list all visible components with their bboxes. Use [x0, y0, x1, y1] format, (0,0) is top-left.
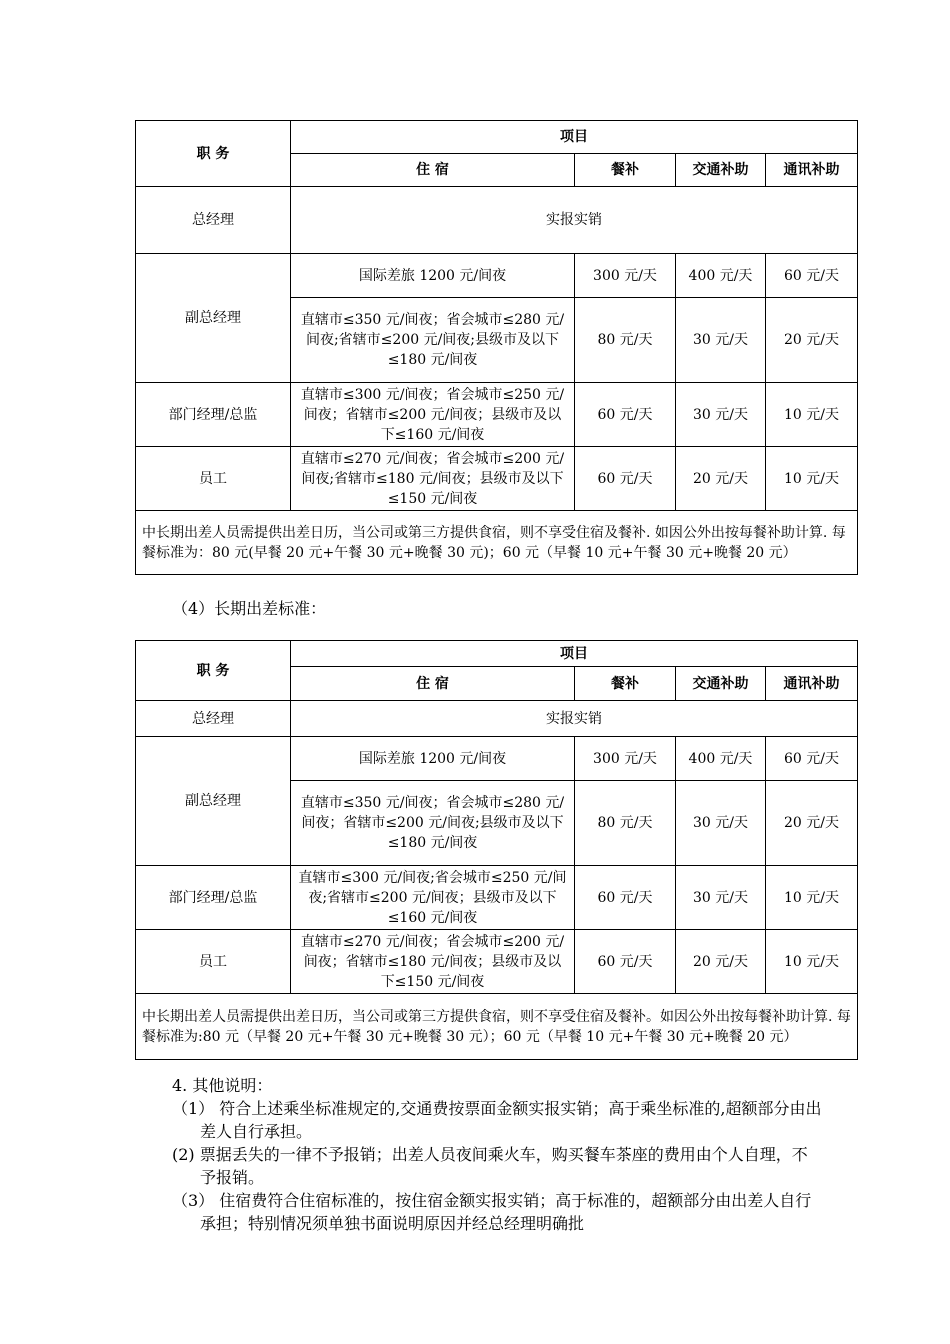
header-item: 项目	[291, 641, 858, 667]
deputy-comm-intl: 60 元/天	[766, 254, 858, 298]
deputy-comm-domestic: 20 元/天	[766, 298, 858, 383]
manager-transport: 30 元/天	[676, 866, 766, 930]
deputy-meal-intl: 300 元/天	[575, 254, 676, 298]
note-item-1: （1） 符合上述乘坐标准规定的,交通费按票面金额实报实销；高于乘坐标准的,超额部分由出差人自行承担。	[172, 1099, 822, 1141]
row-title-deputy: 副总经理	[136, 254, 291, 383]
staff-transport: 20 元/天	[676, 930, 766, 994]
deputy-transport-intl: 400 元/天	[676, 737, 766, 781]
row-title-gm: 总经理	[136, 701, 291, 737]
staff-lodging: 直辖市≤270 元/间夜；省会城市≤200 元/间夜；省辖市≤180 元/间夜；县级市及以下≤150 元/间夜	[291, 930, 575, 994]
row-title-deputy: 副总经理	[136, 737, 291, 866]
row-title-staff: 员工	[136, 447, 291, 511]
staff-meal: 60 元/天	[575, 930, 676, 994]
header-transport: 交通补助	[676, 667, 766, 701]
manager-lodging: 直辖市≤300 元/间夜；省会城市≤250 元/间夜；省辖市≤200 元/间夜；县级市及以下≤160 元/间夜	[291, 383, 575, 447]
deputy-lodging-domestic: 直辖市≤350 元/间夜；省会城市≤280 元/间夜;省辖市≤200 元/间夜;县级市及以下≤180 元/间夜	[291, 298, 575, 383]
header-position: 职 务	[136, 121, 291, 187]
deputy-lodging-intl: 国际差旅 1200 元/间夜	[291, 254, 575, 298]
deputy-comm-domestic: 20 元/天	[766, 781, 858, 866]
note-item-2: (2) 票据丢失的一律不予报销；出差人员夜间乘火车，购买餐车茶座的费用由个人自理，不予报销。	[172, 1145, 808, 1187]
allowance-table-1	[135, 120, 858, 575]
deputy-meal-domestic: 80 元/天	[575, 781, 676, 866]
table-note: 中长期出差人员需提供出差日历，当公司或第三方提供食宿，则不享受住宿及餐补。如因公外出按每餐补助计算. 每餐标准为:80 元（早餐 20 元+午餐 30 元+晚餐 30 元）；60 元（早餐 10 元+午餐 30 元+晚餐 20 元）	[136, 994, 858, 1060]
manager-comm: 10 元/天	[766, 866, 858, 930]
staff-transport: 20 元/天	[676, 447, 766, 511]
deputy-meal-intl: 300 元/天	[575, 737, 676, 781]
row-title-gm: 总经理	[136, 187, 291, 254]
deputy-transport-intl: 400 元/天	[676, 254, 766, 298]
header-lodging: 住 宿	[291, 154, 575, 187]
other-notes	[172, 1074, 822, 1235]
staff-meal: 60 元/天	[575, 447, 676, 511]
header-lodging: 住 宿	[291, 667, 575, 701]
manager-meal: 60 元/天	[575, 866, 676, 930]
header-meal: 餐补	[575, 154, 676, 187]
header-meal: 餐补	[575, 667, 676, 701]
header-position: 职 务	[136, 641, 291, 701]
allowance-table-2	[135, 640, 858, 1060]
manager-meal: 60 元/天	[575, 383, 676, 447]
manager-lodging: 直辖市≤300 元/间夜;省会城市≤250 元/间夜;省辖市≤200 元/间夜；县级市及以下≤160 元/间夜	[291, 866, 575, 930]
deputy-meal-domestic: 80 元/天	[575, 298, 676, 383]
deputy-lodging-domestic: 直辖市≤350 元/间夜；省会城市≤280 元/间夜；省辖市≤200 元/间夜;县级市及以下≤180 元/间夜	[291, 781, 575, 866]
row-title-manager: 部门经理/总监	[136, 383, 291, 447]
staff-comm: 10 元/天	[766, 447, 858, 511]
table-note: 中长期出差人员需提供出差日历，当公司或第三方提供食宿，则不享受住宿及餐补. 如因公外出按每餐补助计算. 每餐标准为：80 元(早餐 20 元+午餐 30 元+晚餐 30 元)；60 元（早餐 10 元+午餐 30 元+晚餐 20 元）	[136, 511, 858, 575]
deputy-transport-domestic: 30 元/天	[676, 298, 766, 383]
staff-comm: 10 元/天	[766, 930, 858, 994]
header-transport: 交通补助	[676, 154, 766, 187]
row-title-staff: 员工	[136, 930, 291, 994]
note-item-3: （3） 住宿费符合住宿标准的，按住宿金额实报实销；高于标准的，超额部分由出差人自行承担；特别情况须单独书面说明原因并经总经理明确批	[172, 1191, 812, 1233]
header-item: 项目	[291, 121, 858, 154]
manager-transport: 30 元/天	[676, 383, 766, 447]
deputy-comm-intl: 60 元/天	[766, 737, 858, 781]
gm-value: 实报实销	[291, 187, 858, 254]
deputy-lodging-intl: 国际差旅 1200 元/间夜	[291, 737, 575, 781]
header-comm: 通讯补助	[766, 667, 858, 701]
notes-title: 4. 其他说明：	[172, 1076, 273, 1095]
row-title-manager: 部门经理/总监	[136, 866, 291, 930]
staff-lodging: 直辖市≤270 元/间夜；省会城市≤200 元/间夜;省辖市≤180 元/间夜；县级市及以下≤150 元/间夜	[291, 447, 575, 511]
header-comm: 通讯补助	[766, 154, 858, 187]
gm-value: 实报实销	[291, 701, 858, 737]
section-title: （4）长期出差标准：	[172, 599, 327, 618]
deputy-transport-domestic: 30 元/天	[676, 781, 766, 866]
manager-comm: 10 元/天	[766, 383, 858, 447]
